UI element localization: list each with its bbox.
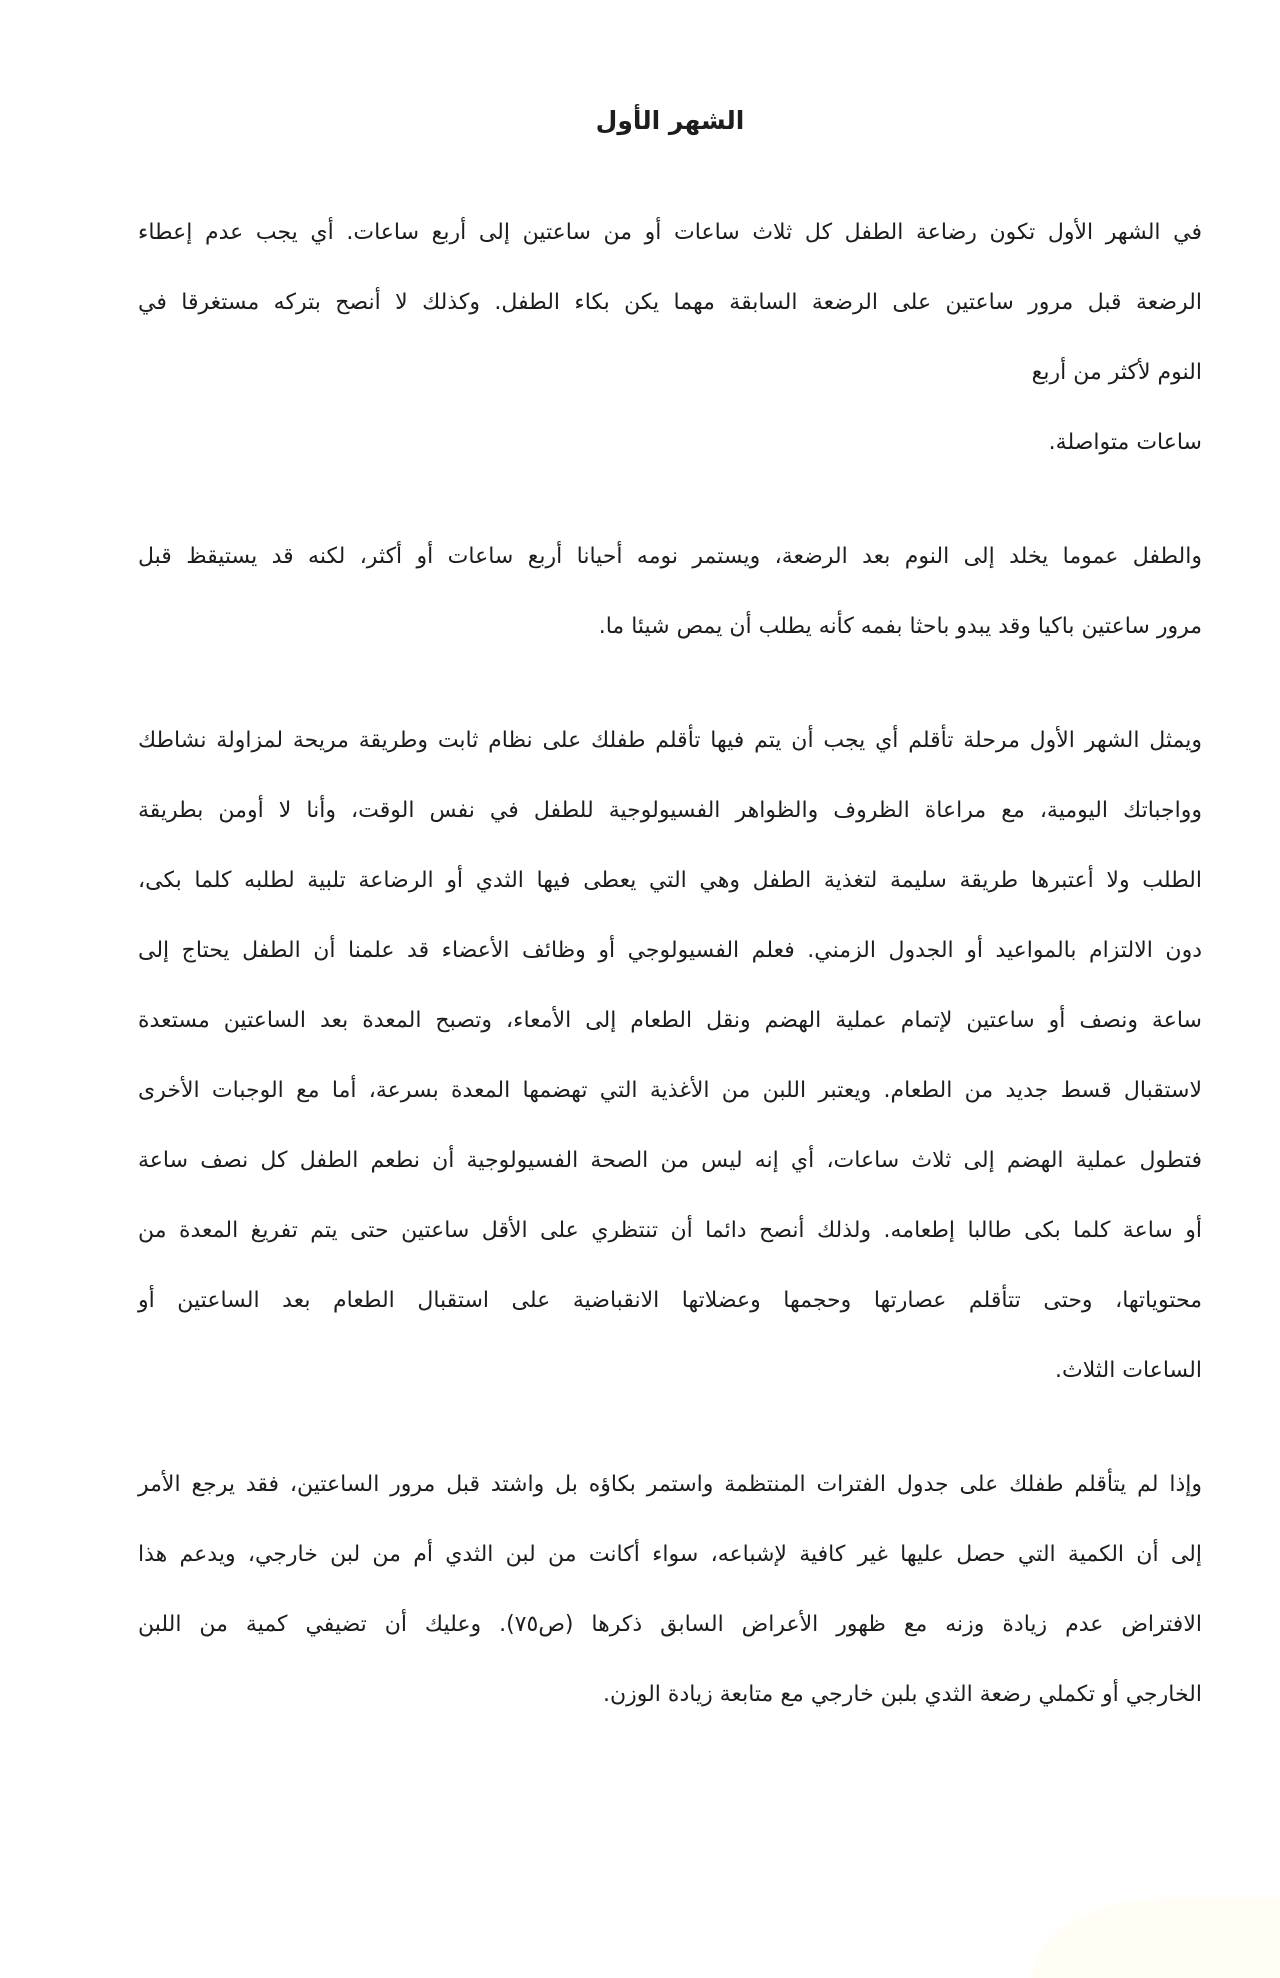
text-line: الافتراض عدم زيادة وزنه مع ظهور الأعراض السابق ذكرها (ص٧٥). وعليك أن تضيفي كمية من اللبن bbox=[138, 1612, 1202, 1637]
text-line: وواجباتك اليومية، مع مراعاة الظروف والظواهر الفسيولوجية للطفل في نفس الوقت، وأنا لا أومن بطريقة bbox=[138, 798, 1202, 823]
paragraph-1 bbox=[138, 198, 1202, 478]
page-title: الشهر الأول bbox=[595, 106, 745, 135]
text-line: وإذا لم يتأقلم طفلك على جدول الفترات المنتظمة واستمر بكاؤه بل واشتد قبل مرور الساعتين، فقد يرجع الأمر bbox=[138, 1472, 1202, 1497]
text-line: ساعة ونصف أو ساعتين لإتمام عملية الهضم ونقل الطعام إلى الأمعاء، وتصبح المعدة بعد الساعتين مستعدة bbox=[138, 1008, 1202, 1033]
text-line: فتطول عملية الهضم إلى ثلاث ساعات، أي إنه ليس من الصحة الفسيولوجية أن نطعم الطفل كل نصف ساعة bbox=[138, 1148, 1202, 1173]
text-line: في الشهر الأول تكون رضاعة الطفل كل ثلاث ساعات أو من ساعتين إلى أربع ساعات. أي يجب عدم إعطاء bbox=[138, 220, 1202, 245]
text-line: النوم لأكثر من أربع bbox=[1031, 360, 1202, 385]
paragraph-4 bbox=[138, 1450, 1202, 1730]
text-line: إلى أن الكمية التي حصل عليها غير كافية لإشباعه، سواء أكانت من لبن الثدي أم من لبن خارجي، ويدعم هذا bbox=[138, 1542, 1202, 1567]
text-line: ويمثل الشهر الأول مرحلة تأقلم أي يجب أن يتم فيها تأقلم طفلك على نظام ثابت وطريقة مريحة لمزاولة نشاطك bbox=[138, 728, 1202, 753]
paragraph-3 bbox=[138, 706, 1202, 1406]
text-line: دون الالتزام بالمواعيد أو الجدول الزمني. فعلم الفسيولوجي أو وظائف الأعضاء قد علمنا أن الطفل يحتاج إلى bbox=[138, 938, 1202, 963]
text-line: الساعات الثلاث. bbox=[1055, 1358, 1202, 1383]
text-line: الطلب ولا أعتبرها طريقة سليمة لتغذية الطفل وهي التي يعطى فيها الثدي أو الرضاعة تلبية لطلبه كلما بكى، bbox=[138, 868, 1202, 893]
text-line: والطفل عموما يخلد إلى النوم بعد الرضعة، ويستمر نومه أحيانا أربع ساعات أو أكثر، لكنه قد يستيقظ قبل bbox=[138, 544, 1202, 569]
text-line: الرضعة قبل مرور ساعتين على الرضعة السابقة مهما يكن بكاء الطفل. وكذلك لا أنصح بتركه مستغرقا في bbox=[138, 290, 1202, 315]
text-line: مرور ساعتين باكيا وقد يبدو باحثا بفمه كأنه يطلب أن يمص شيئا ما. bbox=[598, 614, 1202, 639]
text-line: الخارجي أو تكملي رضعة الثدي بلبن خارجي مع متابعة زيادة الوزن. bbox=[602, 1682, 1202, 1707]
text-line: ساعات متواصلة. bbox=[1048, 430, 1202, 455]
paragraph-2 bbox=[138, 522, 1202, 662]
text-line: أو ساعة كلما بكى طالبا إطعامه. ولذلك أنصح دائما أن تنتظري على الأقل ساعتين حتى يتم تفريغ المعدة من bbox=[138, 1218, 1202, 1243]
text-line: لاستقبال قسط جديد من الطعام. ويعتبر اللبن من الأغذية التي تهضمها المعدة بسرعة، أما مع الوجبات الأخرى bbox=[138, 1078, 1202, 1103]
text-line: محتوياتها، وحتى تتأقلم عصارتها وحجمها وعضلاتها الانقباضية على استقبال الطعام بعد الساعتين أو bbox=[138, 1288, 1202, 1313]
